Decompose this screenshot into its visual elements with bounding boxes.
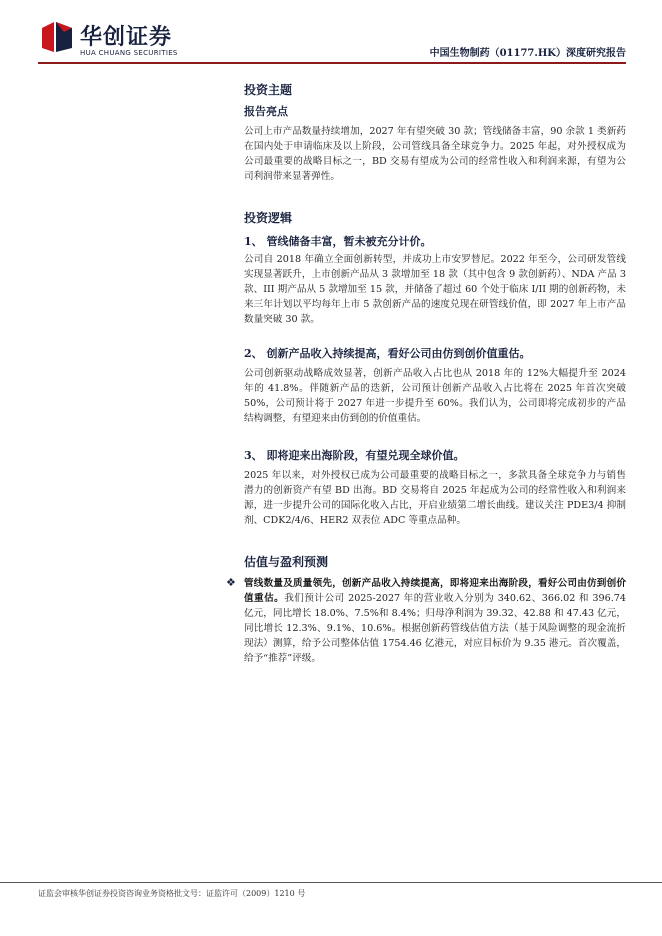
valuation-paragraph [244, 576, 626, 666]
footer-license-text: 证监会审核华创证券投资咨询业务资格批文号：证监许可（2009）1210 号 [38, 889, 306, 898]
point-2-title: 2、 创新产品收入持续提高，看好公司由仿到创价值重估。 [244, 347, 531, 360]
valuation-bold-lead: 管线数量及质量领先，创新产品收入持续提高，即将迎来出海阶段，看好公司由仿到创价值重估。 [244, 578, 626, 604]
logo-text-cn: 华创证券 [80, 25, 173, 50]
header-divider [38, 62, 626, 64]
company-logo [40, 18, 180, 58]
valuation-bullet [226, 576, 626, 666]
investment-theme-heading: 投资主题 [244, 83, 293, 97]
logo-mark-icon [40, 18, 74, 56]
highlights-heading: 报告亮点 [244, 105, 288, 118]
point-3-paragraph: 2025 年以来，对外授权已成为公司最重要的战略目标之一，多款具备全球竞争力与销售潜力的创新资产有望 BD 出海。BD 交易将自 2025 年起成为公司的经常性收入和利润来源，进一步提升公司的国际化收入占比，开启业绩第二增长曲线。建议关注 PDE3/4 抑制剂、CDK2/4/6、HER2 双表位 ADC 等重点品种。 [244, 470, 626, 526]
logic-heading: 投资逻辑 [244, 211, 293, 225]
valuation-heading: 估值与盈利预测 [244, 555, 329, 569]
valuation-body: 我们预计公司 2025-2027 年的营业收入分别为 340.62、366.02 和 396.74 亿元，同比增长 18.0%、7.5%和 8.4%；归母净利润为 39.32、42.88 和 47.43 亿元，同比增长 12.3%、9.1%、10.6%。根据创新药管线估值方法（基于风险调整的现金流折现法）测算，给予公司整体估值 1754.46 亿港元，对应目标价为 9.35 港元。首次覆盖，给予“推荐”评级。 [244, 593, 627, 664]
point-1-title: 1、 管线储备丰富，暂未被充分计价。 [244, 235, 432, 248]
highlights-paragraph: 公司上市产品数量持续增加，2027 年有望突破 30 款；管线储备丰富，90 余款 1 类新药在国内处于申请临床及以上阶段，公司管线具备全球竞争力。2025 年起，对外授权成为公司最重要的战略目标之一，BD 交易有望成为公司的经常性收入和利润来源，有望为公司利润带来显著弹性。 [244, 126, 626, 182]
diamond-bullet-icon: ❖ [226, 576, 236, 589]
point-2-paragraph: 公司创新驱动战略成效显著，创新产品收入占比也从 2018 年的 12%大幅提升至 2024 年的 41.8%。伴随新产品的迭新，公司预计创新产品收入占比将在 2025 年首次突破 50%，公司预计将于 2027 年进一步提升至 60%。我们认为，公司即将完成初步的产品结构调整，有望迎来由仿到创的价值重估。 [244, 368, 626, 424]
footer-divider [0, 882, 662, 883]
report-title: 中国生物制药（01177.HK）深度研究报告 [429, 48, 626, 59]
logo-text-en: HUA CHUANG SECURITIES [80, 49, 178, 57]
point-1-paragraph: 公司自 2018 年确立全面创新转型，并成功上市安罗替尼。2022 年至今，公司研发管线实现显著跃升，上市创新产品从 3 款增加至 18 款（其中包含 9 款创新药）、NDA 产品 3 款、III 期产品从 5 款增加至 15 款，并储备了超过 60 个处于临床 I/II 期的创新药物，未来三年计划以平均每年上市 5 款创新产品的速度兑现在研管线价值，即 2027 年上市产品数量突破 30 款。 [244, 254, 626, 325]
point-3-title: 3、 即将迎来出海阶段，有望兑现全球价值。 [244, 449, 465, 462]
